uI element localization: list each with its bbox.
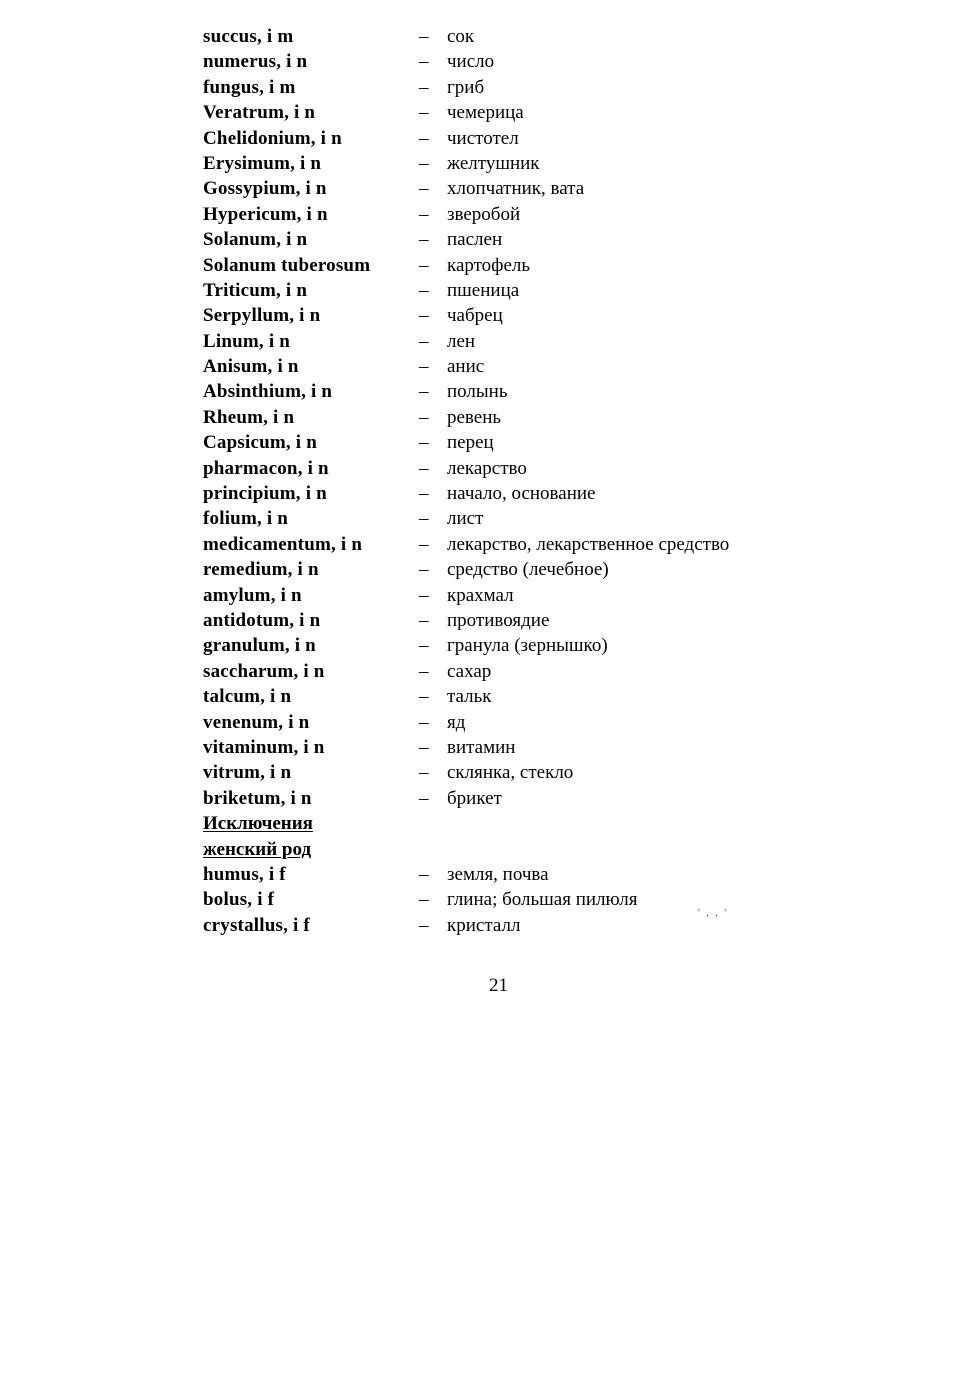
russian-translation: витамин xyxy=(447,736,516,758)
vocab-entry xyxy=(203,126,803,151)
latin-term: humus, i f xyxy=(203,863,286,885)
vocab-entry xyxy=(203,481,803,506)
latin-term: Erysimum, i n xyxy=(203,152,322,174)
latin-term: bolus, i f xyxy=(203,889,275,911)
separator-dash: – xyxy=(419,635,429,657)
separator-dash: – xyxy=(419,127,429,149)
latin-term: remedium, i n xyxy=(203,559,319,581)
latin-term: Hypericum, i n xyxy=(203,203,328,225)
latin-term: granulum, i n xyxy=(203,635,316,657)
latin-term: venenum, i n xyxy=(203,711,310,733)
separator-dash: – xyxy=(419,356,429,378)
russian-translation: противоядие xyxy=(447,609,550,631)
latin-term: numerus, i n xyxy=(203,51,308,73)
vocabulary-list xyxy=(203,24,803,938)
vocab-entry xyxy=(203,583,803,608)
section-heading-exceptions: Исключения xyxy=(203,813,313,835)
vocab-entry xyxy=(203,202,803,227)
latin-term: folium, i n xyxy=(203,508,289,530)
russian-translation: яд xyxy=(447,711,466,733)
separator-dash: – xyxy=(419,432,429,454)
russian-translation: число xyxy=(447,51,495,73)
latin-term: principium, i n xyxy=(203,483,327,505)
latin-term: Serpyllum, i n xyxy=(203,305,321,327)
russian-translation: глина; большая пилюля xyxy=(447,889,638,911)
russian-translation: перец xyxy=(447,432,494,454)
section-heading-feminine: женский род xyxy=(203,838,312,860)
latin-term: crystallus, i f xyxy=(203,914,310,936)
separator-dash: – xyxy=(419,559,429,581)
russian-translation: лист xyxy=(447,508,484,530)
vocab-entry xyxy=(203,75,803,100)
russian-translation: полынь xyxy=(447,381,508,403)
separator-dash: – xyxy=(419,76,429,98)
russian-translation: лекарство xyxy=(447,457,527,479)
russian-translation: лен xyxy=(447,330,476,352)
vocab-entry xyxy=(203,379,803,404)
russian-translation: анис xyxy=(447,356,485,378)
vocab-entry xyxy=(203,760,803,785)
latin-term: succus, i m xyxy=(203,26,294,47)
vocab-entry xyxy=(203,532,803,557)
vocab-entry xyxy=(203,329,803,354)
latin-term: vitrum, i n xyxy=(203,762,292,784)
latin-term: pharmacon, i n xyxy=(203,457,329,479)
vocab-entry xyxy=(203,176,803,201)
separator-dash: – xyxy=(419,279,429,301)
separator-dash: – xyxy=(419,533,429,555)
section-heading-feminine-row xyxy=(203,837,803,862)
vocab-entry xyxy=(203,456,803,481)
vocab-entry xyxy=(203,862,803,887)
separator-dash: – xyxy=(419,381,429,403)
vocab-entry xyxy=(203,405,803,430)
vocab-entry xyxy=(203,227,803,252)
separator-dash: – xyxy=(419,787,429,809)
russian-translation: картофель xyxy=(447,254,531,276)
russian-translation: земля, почва xyxy=(447,863,549,885)
russian-translation: сок xyxy=(447,26,475,47)
russian-translation: паслен xyxy=(447,229,503,251)
latin-term: Capsicum, i n xyxy=(203,432,317,454)
separator-dash: – xyxy=(419,254,429,276)
vocab-entry xyxy=(203,354,803,379)
vocab-entry xyxy=(203,786,803,811)
separator-dash: – xyxy=(419,102,429,124)
separator-dash: – xyxy=(419,457,429,479)
latin-term: antidotum, i n xyxy=(203,609,321,631)
russian-translation: склянка, стекло xyxy=(447,762,574,784)
separator-dash: – xyxy=(419,863,429,885)
vocab-entry xyxy=(203,100,803,125)
latin-term: Gossypium, i n xyxy=(203,178,327,200)
latin-term: saccharum, i n xyxy=(203,660,325,682)
russian-translation: средство (лечебное) xyxy=(447,559,609,581)
russian-translation: начало, основание xyxy=(447,483,596,505)
latin-term: Rheum, i n xyxy=(203,406,295,428)
latin-term: talcum, i n xyxy=(203,686,292,708)
vocab-entry xyxy=(203,151,803,176)
separator-dash: – xyxy=(419,330,429,352)
separator-dash: – xyxy=(419,660,429,682)
russian-translation: хлопчатник, вата xyxy=(447,178,585,200)
latin-term: Absinthium, i n xyxy=(203,381,333,403)
latin-term: amylum, i n xyxy=(203,584,302,606)
separator-dash: – xyxy=(419,483,429,505)
page-number: 21 xyxy=(489,975,508,996)
russian-translation: желтушник xyxy=(447,152,540,174)
latin-term: fungus, i m xyxy=(203,76,296,98)
latin-term: vitaminum, i n xyxy=(203,736,325,758)
vocab-entry xyxy=(203,49,803,74)
vocab-entry xyxy=(203,253,803,278)
separator-dash: – xyxy=(419,762,429,784)
separator-dash: – xyxy=(419,229,429,251)
russian-translation: чабрец xyxy=(447,305,503,327)
separator-dash: – xyxy=(419,686,429,708)
russian-translation: зверобой xyxy=(447,203,521,225)
separator-dash: – xyxy=(419,508,429,530)
separator-dash: – xyxy=(419,26,429,47)
separator-dash: – xyxy=(419,51,429,73)
separator-dash: – xyxy=(419,203,429,225)
latin-term: Triticum, i n xyxy=(203,279,308,301)
latin-term: medicamentum, i n xyxy=(203,533,363,555)
vocab-entry xyxy=(203,506,803,531)
latin-term: Solanum, i n xyxy=(203,229,308,251)
vocab-entry xyxy=(203,684,803,709)
vocab-entry xyxy=(203,303,803,328)
separator-dash: – xyxy=(419,152,429,174)
vocab-entry xyxy=(203,710,803,735)
vocab-entry xyxy=(203,24,803,49)
russian-translation: гриб xyxy=(447,76,485,98)
separator-dash: – xyxy=(419,736,429,758)
russian-translation: лекарство, лекарственное средство xyxy=(447,533,730,555)
latin-term: briketum, i n xyxy=(203,787,312,809)
vocab-entry xyxy=(203,557,803,582)
latin-term: Veratrum, i n xyxy=(203,102,316,124)
vocab-entry xyxy=(203,633,803,658)
russian-translation: брикет xyxy=(447,787,502,809)
russian-translation: сахар xyxy=(447,660,492,682)
latin-term: Solanum tuberosum xyxy=(203,254,371,276)
russian-translation: кристалл xyxy=(447,914,521,936)
scan-specks: ' . . ' xyxy=(698,908,729,919)
latin-term: Anisum, i n xyxy=(203,356,299,378)
separator-dash: – xyxy=(419,889,429,911)
vocab-entry xyxy=(203,430,803,455)
section-heading-exceptions-row xyxy=(203,811,803,836)
vocab-entry xyxy=(203,278,803,303)
russian-translation: тальк xyxy=(447,686,492,708)
latin-term: Chelidonium, i n xyxy=(203,127,342,149)
vocab-entry xyxy=(203,735,803,760)
vocab-entry xyxy=(203,608,803,633)
russian-translation: чемерица xyxy=(447,102,524,124)
separator-dash: – xyxy=(419,914,429,936)
russian-translation: крахмал xyxy=(447,584,514,606)
latin-term: Linum, i n xyxy=(203,330,291,352)
vocab-entry xyxy=(203,659,803,684)
separator-dash: – xyxy=(419,406,429,428)
separator-dash: – xyxy=(419,584,429,606)
separator-dash: – xyxy=(419,305,429,327)
russian-translation: пшеница xyxy=(447,279,520,301)
russian-translation: чистотел xyxy=(447,127,519,149)
separator-dash: – xyxy=(419,711,429,733)
russian-translation: гранула (зернышко) xyxy=(447,635,608,657)
separator-dash: – xyxy=(419,178,429,200)
russian-translation: ревень xyxy=(447,406,502,428)
separator-dash: – xyxy=(419,609,429,631)
